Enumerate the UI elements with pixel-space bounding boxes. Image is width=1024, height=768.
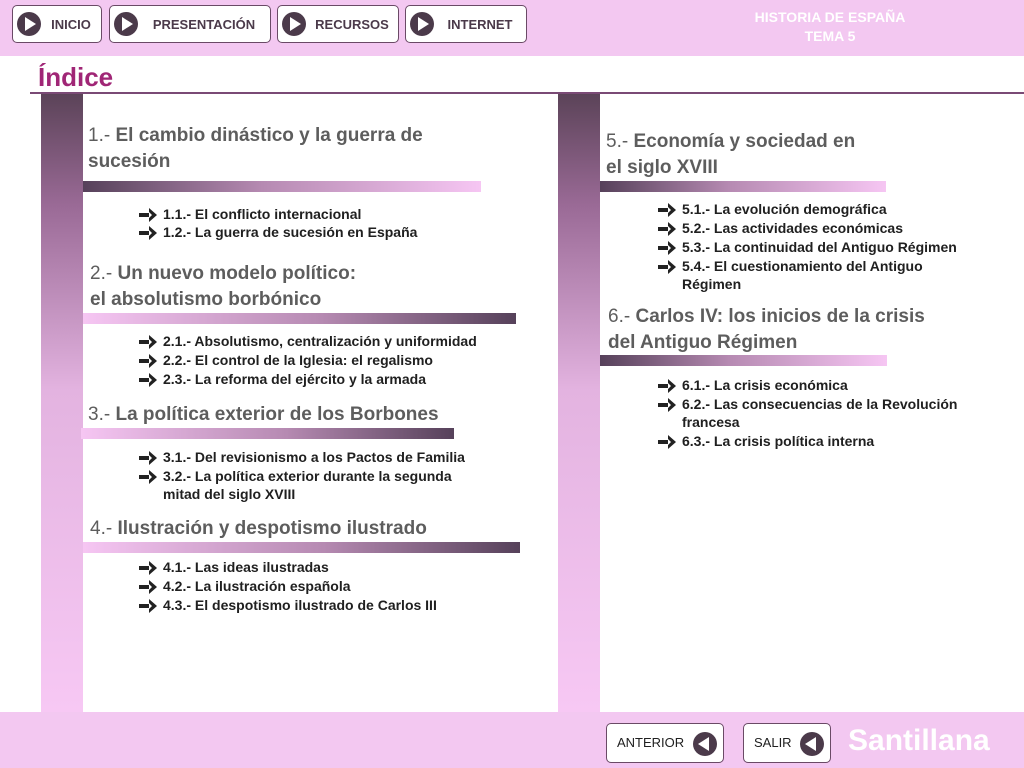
subsection-3-2[interactable] — [163, 467, 452, 503]
subsection-6-1[interactable] — [682, 376, 848, 394]
arrow-icon — [658, 379, 677, 393]
subsection-5-2[interactable] — [682, 219, 903, 237]
recursos-button[interactable] — [277, 5, 399, 43]
presentacion-label: PRESENTACIÓN — [152, 17, 256, 32]
exit-label: SALIR — [754, 735, 792, 750]
subsection-label: 2.3.- La reforma del ejército y la armada — [163, 371, 427, 387]
course-unit: TEMA 5 — [804, 28, 856, 44]
section-1-title[interactable] — [88, 123, 423, 175]
section-number: 5.- — [606, 131, 629, 152]
subsection-label: 2.1.- Absolutismo, centralización y uniformidad — [163, 333, 477, 349]
subsection-2-2[interactable] — [163, 351, 433, 369]
play-icon — [17, 12, 41, 36]
section-title-text: Ilustración y despotismo ilustrado — [117, 518, 427, 539]
section-divider — [81, 428, 454, 439]
subsection-label: 1.1.- El conflicto internacional — [163, 206, 362, 222]
subsection-label: 6.1.- La crisis económica — [682, 377, 848, 393]
back-arrow-icon — [693, 732, 717, 756]
arrow-icon — [139, 561, 158, 575]
subsection-6-3[interactable] — [682, 432, 874, 450]
arrow-icon — [139, 451, 158, 465]
section-number: 3.- — [88, 404, 111, 425]
section-divider — [600, 355, 887, 366]
section-divider — [83, 542, 520, 553]
page-title: Índice — [38, 62, 114, 92]
subsection-1-1[interactable] — [163, 205, 361, 223]
subsection-2-1[interactable] — [163, 332, 477, 350]
subsection-label: Régimen — [682, 276, 742, 292]
title-divider — [30, 92, 1024, 94]
course-name: HISTORIA DE ESPAÑA — [754, 9, 906, 25]
exit-button[interactable] — [743, 723, 831, 763]
subsection-5-3[interactable] — [682, 238, 957, 256]
subsection-2-3[interactable] — [163, 370, 426, 388]
subsection-1-2[interactable] — [163, 223, 417, 241]
subsection-label: 4.2.- La ilustración española — [163, 578, 351, 594]
arrow-icon — [139, 208, 158, 222]
subsection-label: 3.1.- Del revisionismo a los Pactos de Familia — [163, 449, 465, 465]
section-divider — [600, 181, 886, 192]
subsection-label: 2.2.- El control de la Iglesia: el regalismo — [163, 352, 433, 368]
section-title-text: El cambio dinástico y la guerra de — [115, 125, 423, 146]
section-number: 4.- — [90, 518, 113, 539]
section-4-title[interactable] — [90, 516, 427, 542]
play-icon — [410, 12, 434, 36]
subsection-label: 3.2.- La política exterior durante la segunda — [163, 468, 452, 484]
subsection-5-1[interactable] — [682, 200, 887, 218]
subsection-4-1[interactable] — [163, 558, 329, 576]
arrow-icon — [139, 354, 158, 368]
arrow-icon — [139, 335, 158, 349]
subsection-label: 1.2.- La guerra de sucesión en España — [163, 224, 418, 240]
presentacion-button[interactable] — [109, 5, 271, 43]
arrow-icon — [658, 222, 677, 236]
section-title-text: La política exterior de los Borbones — [115, 404, 439, 425]
arrow-icon — [658, 241, 677, 255]
subsection-label: 5.2.- Las actividades económicas — [682, 220, 903, 236]
subsection-label: mitad del siglo XVIII — [163, 486, 296, 502]
arrow-icon — [139, 580, 158, 594]
publisher-logo: Santillana — [848, 724, 990, 757]
subsection-label: 6.3.- La crisis política interna — [682, 433, 875, 449]
arrow-icon — [139, 470, 158, 484]
section-number: 2.- — [90, 263, 113, 284]
course-title — [700, 8, 960, 46]
arrow-icon — [658, 203, 677, 217]
subsection-label: 4.1.- Las ideas ilustradas — [163, 559, 329, 575]
section-number: 1.- — [88, 125, 111, 146]
internet-button[interactable] — [405, 5, 527, 43]
recursos-label: RECURSOS — [315, 17, 389, 32]
subsection-6-2[interactable] — [682, 395, 957, 431]
subsection-4-3[interactable] — [163, 596, 437, 614]
section-title-text: el absolutismo borbónico — [90, 289, 322, 310]
subsection-label: 4.3.- El despotismo ilustrado de Carlos III — [163, 597, 437, 613]
section-title-text: el siglo XVIII — [606, 157, 718, 178]
section-2-title[interactable] — [90, 261, 356, 313]
section-divider — [83, 181, 481, 192]
section-divider — [83, 313, 516, 324]
subsection-5-4[interactable] — [682, 257, 923, 293]
previous-label: ANTERIOR — [617, 735, 685, 750]
section-title-text: Economía y sociedad en — [633, 131, 856, 152]
arrow-icon — [139, 599, 158, 613]
internet-label: INTERNET — [447, 17, 513, 32]
section-title-text: Un nuevo modelo político: — [117, 263, 357, 284]
right-column-bar — [558, 94, 600, 712]
arrow-icon — [139, 226, 158, 240]
section-title-text: sucesión — [88, 151, 171, 172]
arrow-icon — [658, 260, 677, 274]
previous-button[interactable] — [606, 723, 724, 763]
subsection-4-2[interactable] — [163, 577, 351, 595]
section-3-title[interactable] — [88, 402, 439, 428]
subsection-3-1[interactable] — [163, 448, 465, 466]
subsection-label: francesa — [682, 414, 740, 430]
play-icon — [282, 12, 306, 36]
back-arrow-icon — [800, 732, 824, 756]
section-title-text: Carlos IV: los inicios de la crisis — [635, 306, 925, 327]
section-5-title[interactable] — [606, 129, 855, 181]
play-icon — [114, 12, 138, 36]
inicio-button[interactable] — [12, 5, 102, 43]
left-column-bar — [41, 94, 83, 712]
arrow-icon — [139, 373, 158, 387]
section-6-title[interactable] — [608, 304, 925, 356]
section-number: 6.- — [608, 306, 631, 327]
subsection-label: 5.1.- La evolución demográfica — [682, 201, 887, 217]
inicio-label: INICIO — [51, 17, 91, 32]
subsection-label: 5.3.- La continuidad del Antiguo Régimen — [682, 239, 957, 255]
arrow-icon — [658, 398, 677, 412]
section-title-text: del Antiguo Régimen — [608, 332, 798, 353]
subsection-label: 6.2.- Las consecuencias de la Revolución — [682, 396, 958, 412]
arrow-icon — [658, 435, 677, 449]
subsection-label: 5.4.- El cuestionamiento del Antiguo — [682, 258, 923, 274]
